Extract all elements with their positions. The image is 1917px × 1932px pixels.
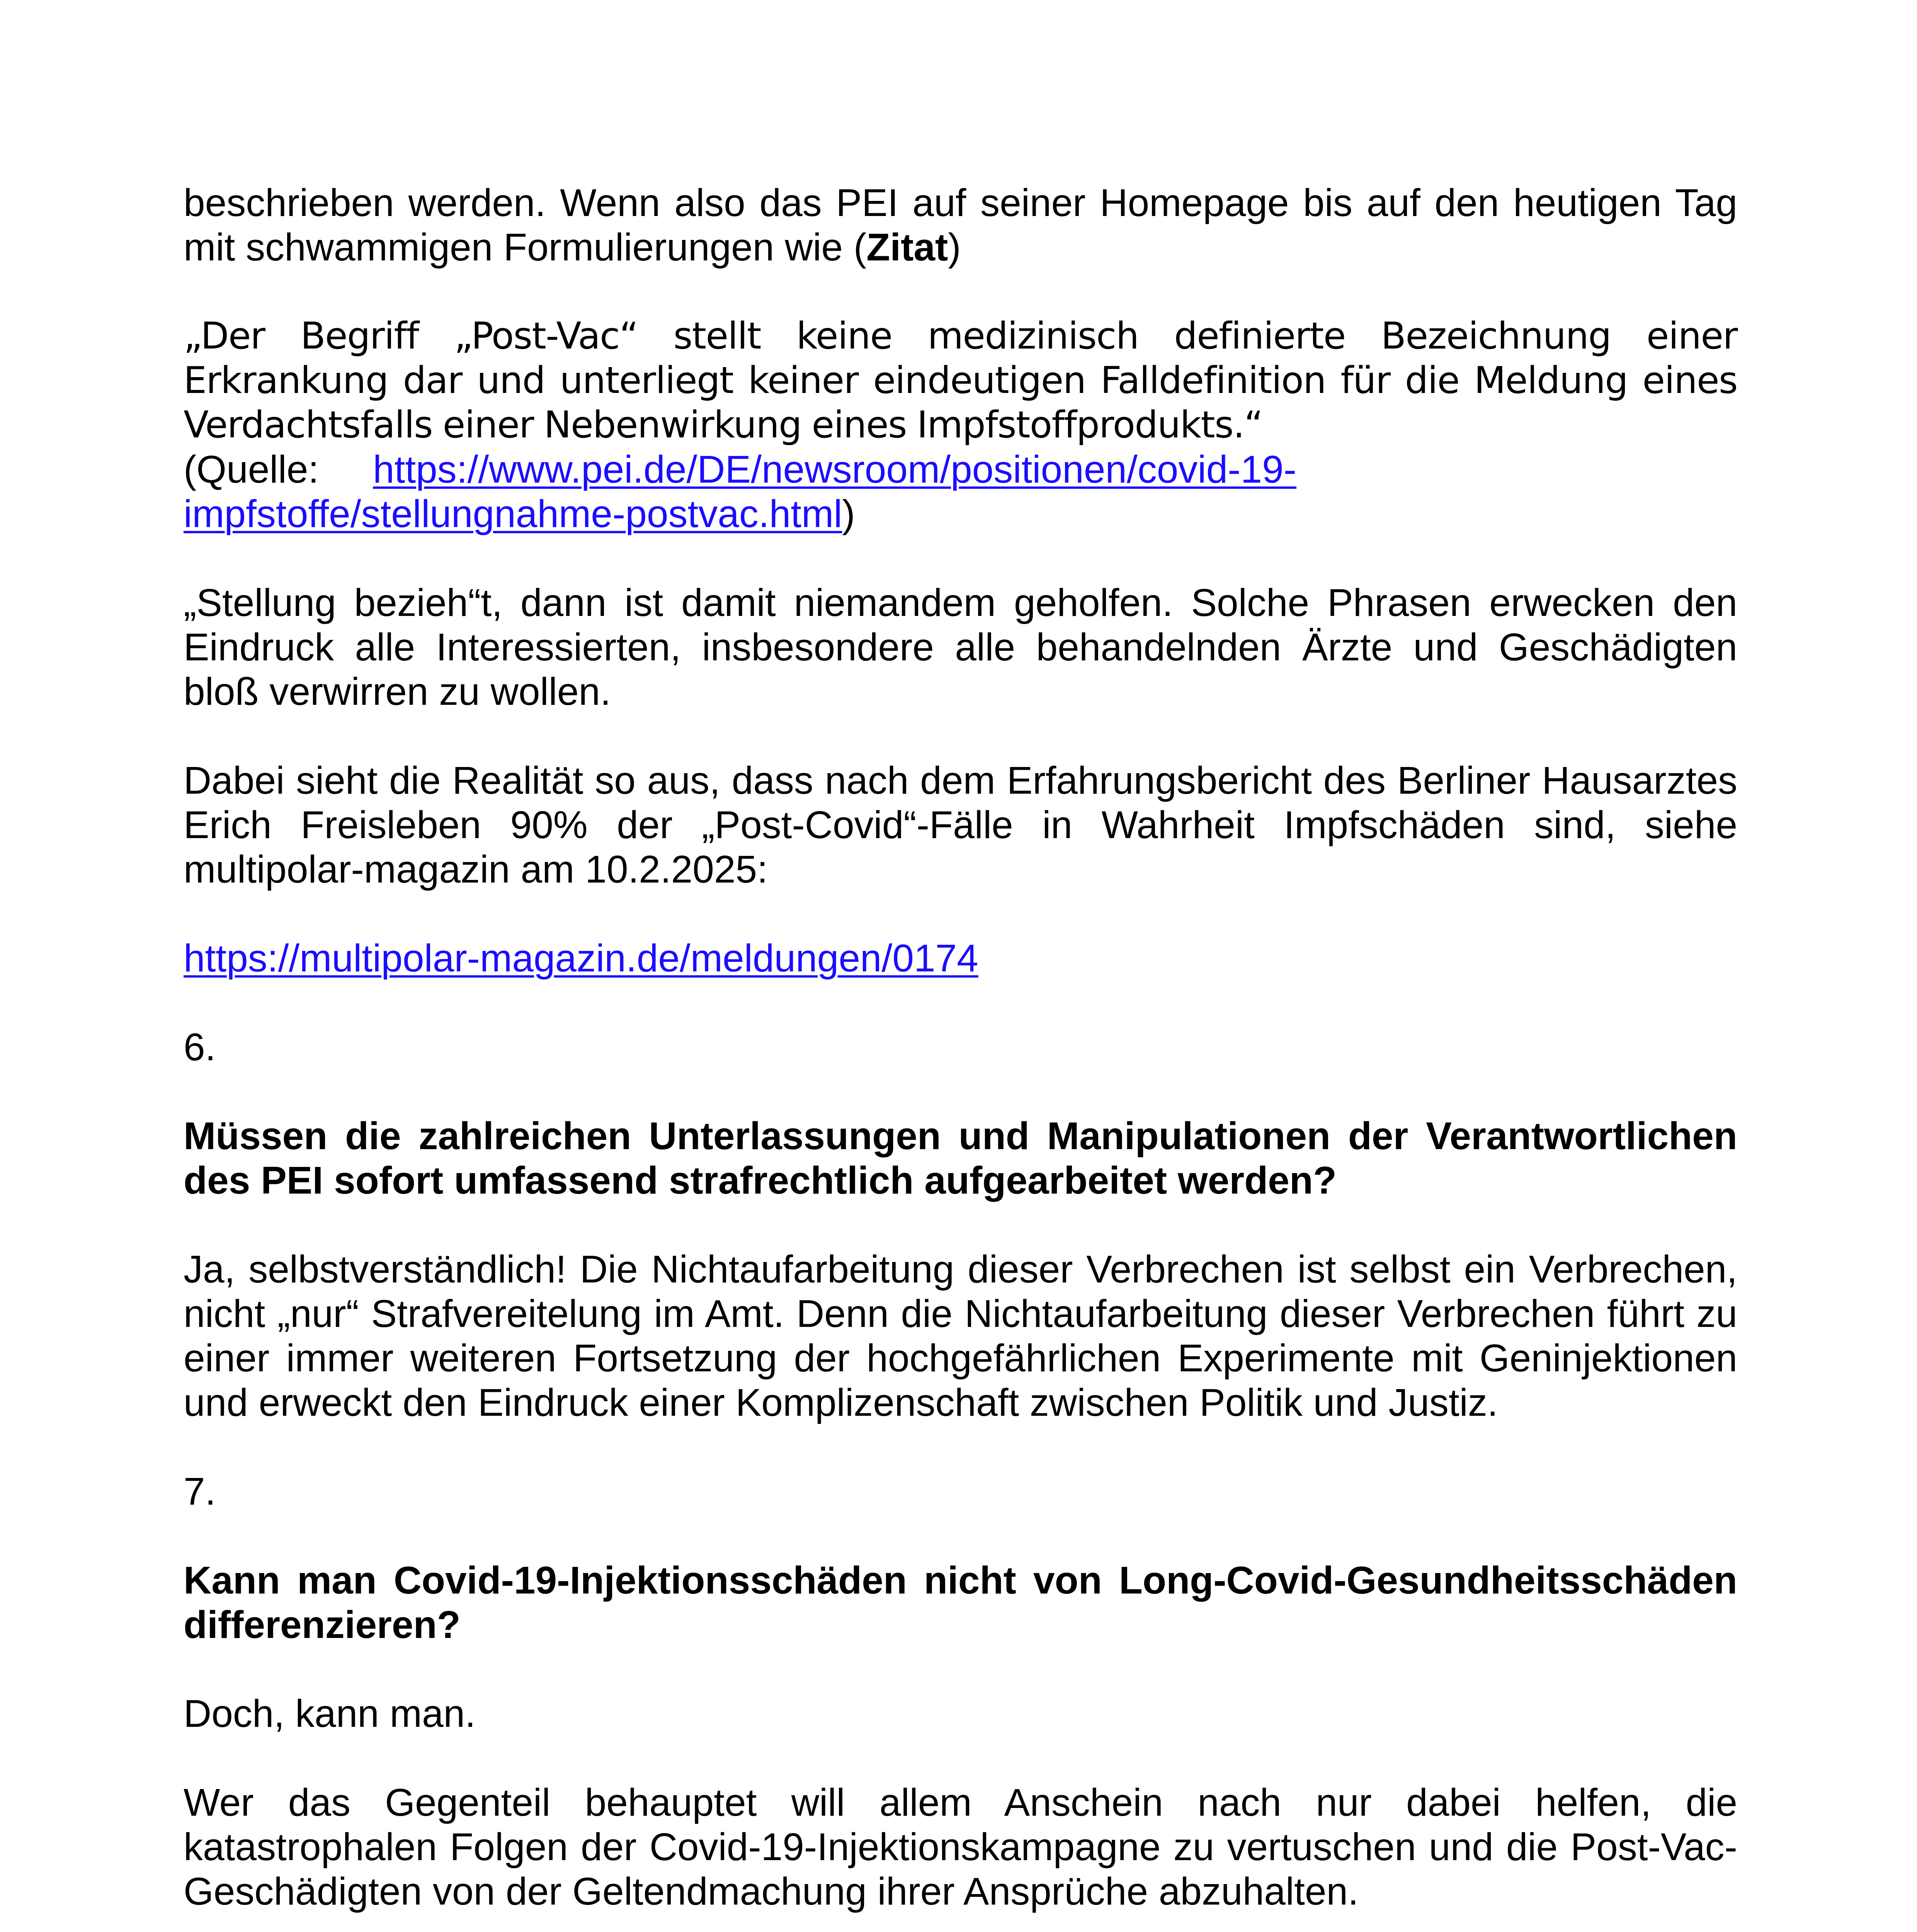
section-7-question: Kann man Covid-19-Injektionsschäden nicht von Long-Covid-Gesundheitsschäden differenzieren? xyxy=(184,1559,1737,1646)
section-7-answer-2: Wer das Gegenteil behauptet will allem Anschein nach nur dabei helfen, die katastrophalen Folgen der Covid-19-Injektionskampagne zu vertuschen und die Post-Vac-Geschädigten von der Geltendmachung ihrer Ansprüche abzuhalten. xyxy=(184,1781,1737,1913)
section-7-answer: Doch, kann man. xyxy=(184,1692,476,1735)
quote-source-label: (Quelle: xyxy=(184,448,319,491)
section-6-number: 6. xyxy=(184,1026,216,1069)
multipolar-link-paragraph xyxy=(184,936,1737,981)
page-content xyxy=(184,181,1737,1932)
section-7-number: 7. xyxy=(184,1470,216,1513)
intro-close: ) xyxy=(948,226,961,269)
pei-source-link[interactable]: https://www.pei.de/DE/newsroom/positionen/covid-19-impfstoffe/stellungnahme-postvac.html xyxy=(184,448,1297,536)
section-6-question: Müssen die zahlreichen Unterlassungen und Manipulationen der Verantwortlichen des PEI sofort umfassend strafrechtlich aufgearbeitet werden? xyxy=(184,1114,1737,1202)
intro-paragraph xyxy=(184,181,1737,270)
realitaet-paragraph: Dabei sieht die Realität so aus, dass nach dem Erfahrungsbericht des Berliner Hausarztes Erich Freisleben 90% der „Post-Covid“-Fälle in Wahrheit Impfschäden sind, siehe multipolar-magazin am 10.2.2025: xyxy=(184,759,1737,891)
quote-source xyxy=(184,447,1737,536)
stellung-paragraph: „Stellung bezieh“t, dann ist damit niemandem geholfen. Solche Phrasen erwecken den Eindruck alle Interessierten, insbesondere alle behandelnden Ärzte und Geschädigten bloß verwirren zu wollen. xyxy=(184,581,1737,713)
quote-source-close: ) xyxy=(842,492,855,536)
section-6-answer: Ja, selbstverständlich! Die Nichtaufarbeitung dieser Verbrechen ist selbst ein Verbrechen, nicht „nur“ Strafvereitelung im Amt. Denn die Nichtaufarbeitung dieser Verbrechen führt zu einer immer weiteren Fortsetzung der hochgefährlichen Experimente mit Geninjektionen und erweckt den Eindruck einer Komplizenschaft zwischen Politik und Justiz. xyxy=(184,1248,1737,1424)
intro-bold-zitat: Zitat xyxy=(866,226,948,269)
intro-text: beschrieben werden. Wenn also das PEI auf seiner Homepage bis auf den heutigen Tag mit schwammigen Formulierungen wie ( xyxy=(184,181,1737,269)
pei-quote: „Der Begriff „Post-Vac“ stellt keine medizinisch definierte Bezeichnung einer Erkrankung dar und unterliegt keiner eindeutigen Falldefinition für die Meldung eines Verdachtsfalls einer Nebenwirkung eines Impfstoffprodukts.“ xyxy=(184,315,1737,446)
multipolar-link[interactable]: https://multipolar-magazin.de/meldungen/0174 xyxy=(184,937,978,980)
